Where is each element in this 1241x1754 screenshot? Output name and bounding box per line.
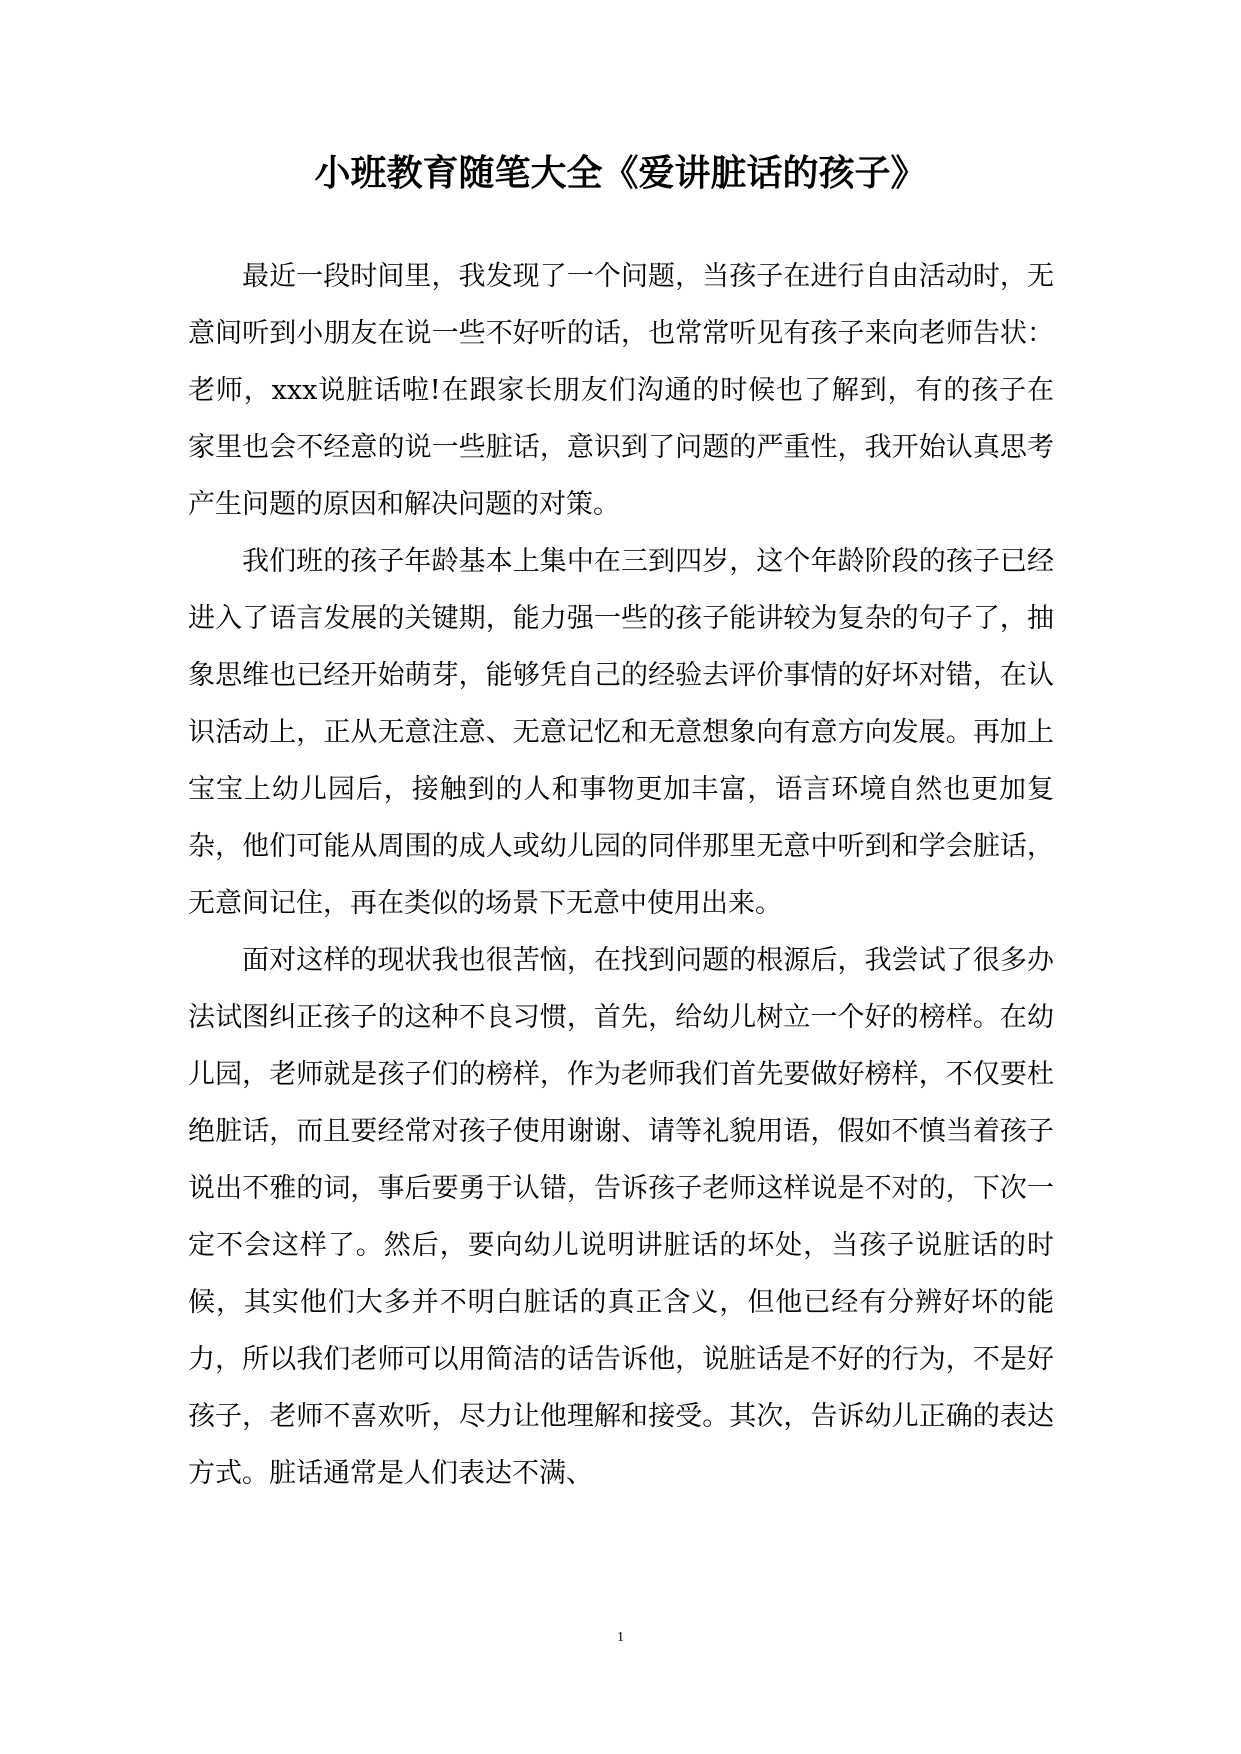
page-number: 1 [617, 1630, 624, 1645]
document-body [188, 248, 1054, 1502]
paragraph-3: 面对这样的现状我也很苦恼，在找到问题的根源后，我尝试了很多办法试图纠正孩子的这种不良习惯，首先，给幼儿树立一个好的榜样。在幼儿园，老师就是孩子们的榜样，作为老师我们首先要做好榜样，不仅要杜绝脏话，而且要经常对孩子使用谢谢、请等礼貌用语，假如不慎当着孩子说出不雅的词，事后要勇于认错，告诉孩子老师这样说是不对的，下次一定不会这样了。然后，要向幼儿说明讲脏话的坏处，当孩子说脏话的时候，其实他们大多并不明白脏话的真正含义，但他已经有分辨好坏的能力，所以我们老师可以用简洁的话告诉他，说脏话是不好的行为，不是好孩子，老师不喜欢听，尽力让他理解和接受。其次，告诉幼儿正确的表达方式。脏话通常是人们表达不满、 [188, 945, 1054, 1489]
document-title: 小班教育随笔大全《爱讲脏话的孩子》 [314, 152, 927, 194]
paragraph-2: 我们班的孩子年龄基本上集中在三到四岁，这个年龄阶段的孩子已经进入了语言发展的关键期，能力强一些的孩子能讲较为复杂的句子了，抽象思维也已经开始萌芽，能够凭自己的经验去评价事情的好坏对错，在认识活动上，正从无意注意、无意记忆和无意想象向有意方向发展。再加上宝宝上幼儿园后，接触到的人和事物更加丰富，语言环境自然也更加复杂，他们可能从周围的成人或幼儿园的同伴那里无意中听到和学会脏话，无意间记住，再在类似的场景下无意中使用出来。 [188, 546, 1054, 919]
paragraph-1: 最近一段时间里，我发现了一个问题，当孩子在进行自由活动时，无意间听到小朋友在说一些不好听的话，也常常听见有孩子来向老师告状：老师，xxx说脏话啦!在跟家长朋友们沟通的时候也了解到，有的孩子在家里也会不经意的说一些脏话，意识到了问题的严重性，我开始认真思考产生问题的原因和解决问题的对策。 [188, 261, 1054, 520]
